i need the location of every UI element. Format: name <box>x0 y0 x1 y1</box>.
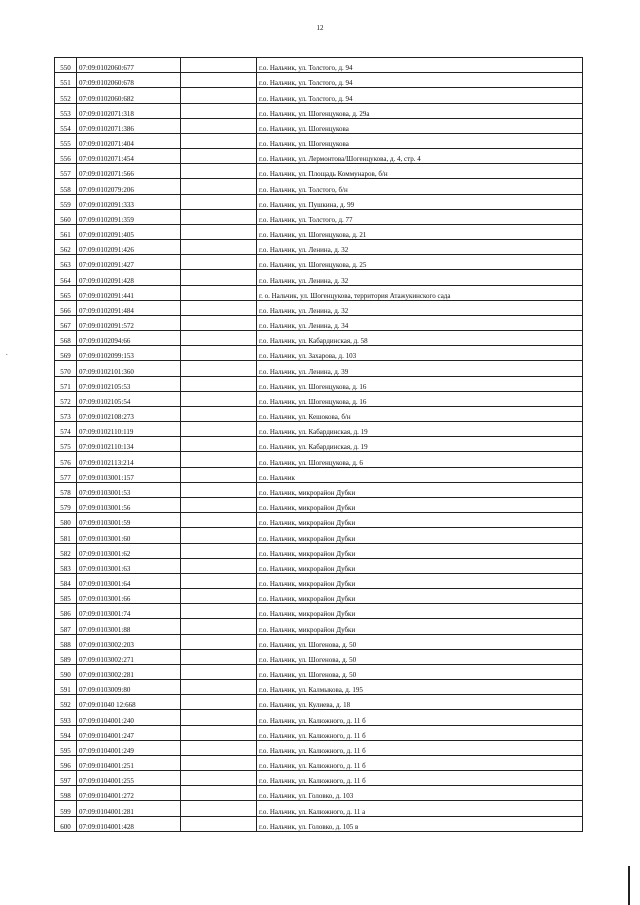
table-row <box>55 133 583 148</box>
row-number-cell: 578 <box>55 482 77 497</box>
cadastral-number-cell: 07:09:0103001:157 <box>77 467 181 482</box>
row-number-cell: 564 <box>55 270 77 285</box>
address-cell: г.о. Нальчик, микрорайон Дубки <box>257 589 583 604</box>
address-cell: г.о. Нальчик, ул. Шогенцукова, д. 16 <box>257 376 583 391</box>
cadastral-number-cell: 07:09:0103001:88 <box>77 619 181 634</box>
empty-cell <box>181 634 257 649</box>
row-number-cell: 598 <box>55 786 77 801</box>
table-row <box>55 73 583 88</box>
empty-cell <box>181 649 257 664</box>
table-row <box>55 755 583 770</box>
cadastral-number-cell: 07:09:0102071:566 <box>77 164 181 179</box>
cadastral-number-cell: 07:09:0103001:74 <box>77 604 181 619</box>
cadastral-number-cell: 07:09:0102091:428 <box>77 270 181 285</box>
table-row <box>55 695 583 710</box>
cadastral-number-cell: 07:09:0104001:251 <box>77 755 181 770</box>
cadastral-number-cell: 07:09:0103001:62 <box>77 543 181 558</box>
table-row <box>55 725 583 740</box>
address-cell: г.о. Нальчик, ул. Калюжного, д. 11 б <box>257 710 583 725</box>
address-cell: г.о. Нальчик, ул. Калюжного, д. 11 б <box>257 755 583 770</box>
table-row <box>55 270 583 285</box>
row-number-cell: 565 <box>55 285 77 300</box>
empty-cell <box>181 133 257 148</box>
row-number-cell: 589 <box>55 649 77 664</box>
address-cell: г.о. Нальчик, ул. Калюжного, д. 11 б <box>257 771 583 786</box>
cadastral-number-cell: 07:09:0102071:318 <box>77 103 181 118</box>
address-cell: г.о. Нальчик, ул. Ленина, д. 39 <box>257 361 583 376</box>
cadastral-number-cell: 07:09:0104001:281 <box>77 801 181 816</box>
table-row <box>55 543 583 558</box>
table-row <box>55 346 583 361</box>
table-row <box>55 240 583 255</box>
empty-cell <box>181 361 257 376</box>
address-cell: г.о. Нальчик, ул. Калюжного, д. 11 б <box>257 740 583 755</box>
address-cell: г.о. Нальчик, ул. Калмыкова, д. 195 <box>257 680 583 695</box>
empty-cell <box>181 604 257 619</box>
table-row <box>55 619 583 634</box>
empty-cell <box>181 270 257 285</box>
address-cell: г.о. Нальчик, ул. Шогенова, д. 50 <box>257 649 583 664</box>
empty-cell <box>181 376 257 391</box>
table-row <box>55 164 583 179</box>
empty-cell <box>181 179 257 194</box>
table-row <box>55 467 583 482</box>
empty-cell <box>181 300 257 315</box>
address-cell: г.о. Нальчик, ул. Шогенцукова <box>257 118 583 133</box>
cadastral-number-cell: 07:09:0102091:426 <box>77 240 181 255</box>
address-cell: г.о. Нальчик, ул. Толстого, д. 94 <box>257 58 583 73</box>
row-number-cell: 574 <box>55 422 77 437</box>
cadastral-number-cell: 07:09:0103001:63 <box>77 558 181 573</box>
cadastral-number-cell: 07:09:0102105:54 <box>77 391 181 406</box>
cadastral-number-cell: 07:09:0103001:59 <box>77 513 181 528</box>
address-cell: г.о. Нальчик, ул. Ленина, д. 32 <box>257 240 583 255</box>
empty-cell <box>181 619 257 634</box>
address-cell: г.о. Нальчик, микрорайон Дубки <box>257 528 583 543</box>
empty-cell <box>181 285 257 300</box>
cadastral-number-cell: 07:09:0102099:153 <box>77 346 181 361</box>
address-cell: г.о. Нальчик, ул. Кабардинская, д. 19 <box>257 437 583 452</box>
table-row <box>55 664 583 679</box>
cadastral-number-cell: 07:09:0103009:80 <box>77 680 181 695</box>
cadastral-number-cell: 07:09:0102060:677 <box>77 58 181 73</box>
row-number-cell: 566 <box>55 300 77 315</box>
empty-cell <box>181 194 257 209</box>
row-number-cell: 585 <box>55 589 77 604</box>
cadastral-number-cell: 07:09:0102091:441 <box>77 285 181 300</box>
row-number-cell: 553 <box>55 103 77 118</box>
empty-cell <box>181 209 257 224</box>
address-cell: г.о. Нальчик, ул. Шогенова, д. 50 <box>257 634 583 649</box>
empty-cell <box>181 149 257 164</box>
table-row <box>55 300 583 315</box>
empty-cell <box>181 240 257 255</box>
address-cell: г.о. Нальчик, ул. Кабардинская, д. 19 <box>257 422 583 437</box>
cadastral-number-cell: 07:09:0102071:404 <box>77 133 181 148</box>
cadastral-number-cell: 07:09:0103001:60 <box>77 528 181 543</box>
row-number-cell: 572 <box>55 391 77 406</box>
row-number-cell: 558 <box>55 179 77 194</box>
address-cell: г.о. Нальчик, микрорайон Дубки <box>257 497 583 512</box>
row-number-cell: 597 <box>55 771 77 786</box>
empty-cell <box>181 467 257 482</box>
empty-cell <box>181 103 257 118</box>
row-number-cell: 562 <box>55 240 77 255</box>
empty-cell <box>181 786 257 801</box>
address-cell: г.о. Нальчик, ул. Головко, д. 103 <box>257 786 583 801</box>
row-number-cell: 569 <box>55 346 77 361</box>
cadastral-number-cell: 07:09:0102110:134 <box>77 437 181 452</box>
table-row <box>55 740 583 755</box>
empty-cell <box>181 58 257 73</box>
address-cell: г. о. Нальчик, ул. Шогенцукова, территория Атажукинского сада <box>257 285 583 300</box>
table-row <box>55 179 583 194</box>
row-number-cell: 587 <box>55 619 77 634</box>
row-number-cell: 551 <box>55 73 77 88</box>
empty-cell <box>181 315 257 330</box>
address-cell: г.о. Нальчик, микрорайон Дубки <box>257 543 583 558</box>
cadastral-number-cell: 07:09:0103002:281 <box>77 664 181 679</box>
address-cell: г.о. Нальчик, ул. Захарова, д. 103 <box>257 346 583 361</box>
cadastral-number-cell: 07:09:0102091:427 <box>77 255 181 270</box>
address-cell: г.о. Нальчик, ул. Шогенцукова, д. 6 <box>257 452 583 467</box>
address-cell: г.о. Нальчик, ул. Лермонтова/Шогенцукова, д. 4, стр. 4 <box>257 149 583 164</box>
cadastral-number-cell: 07:09:0104001:255 <box>77 771 181 786</box>
cadastral-number-cell: 07:09:0102071:454 <box>77 149 181 164</box>
row-number-cell: 552 <box>55 88 77 103</box>
row-number-cell: 573 <box>55 406 77 421</box>
cadastral-number-cell: 07:09:0102060:678 <box>77 73 181 88</box>
table-row <box>55 255 583 270</box>
page-number: 12 <box>316 24 324 32</box>
cadastral-number-cell: 07:09:0102113:214 <box>77 452 181 467</box>
address-cell: г.о. Нальчик, ул. Головко, д. 105 в <box>257 816 583 831</box>
row-number-cell: 556 <box>55 149 77 164</box>
page-edge-bar <box>628 866 630 905</box>
row-number-cell: 592 <box>55 695 77 710</box>
address-cell: г.о. Нальчик <box>257 467 583 482</box>
row-number-cell: 591 <box>55 680 77 695</box>
address-cell: г.о. Нальчик, ул. Шогенцукова, д. 21 <box>257 224 583 239</box>
row-number-cell: 554 <box>55 118 77 133</box>
empty-cell <box>181 543 257 558</box>
cadastral-number-cell: 07:09:0102108:273 <box>77 406 181 421</box>
address-cell: г.о. Нальчик, ул. Калюжного, д. 11 б <box>257 725 583 740</box>
table-row <box>55 194 583 209</box>
cadastral-number-cell: 07:09:0103001:66 <box>77 589 181 604</box>
cadastral-number-cell: 07:09:0104001:428 <box>77 816 181 831</box>
empty-cell <box>181 391 257 406</box>
empty-cell <box>181 255 257 270</box>
empty-cell <box>181 816 257 831</box>
table-row <box>55 634 583 649</box>
address-cell: г.о. Нальчик, ул. Толстого, д. 77 <box>257 209 583 224</box>
empty-cell <box>181 725 257 740</box>
table-row <box>55 209 583 224</box>
cadastral-number-cell: 07:09:0102110:119 <box>77 422 181 437</box>
row-number-cell: 567 <box>55 315 77 330</box>
address-cell: г.о. Нальчик, ул. Калюжного, д. 11 а <box>257 801 583 816</box>
empty-cell <box>181 482 257 497</box>
address-cell: г.о. Нальчик, ул. Площадь Коммунаров, б/н <box>257 164 583 179</box>
row-number-cell: 555 <box>55 133 77 148</box>
table-row <box>55 361 583 376</box>
row-number-cell: 583 <box>55 558 77 573</box>
row-number-cell: 596 <box>55 755 77 770</box>
cadastral-number-cell: 07:09:0103001:64 <box>77 573 181 588</box>
empty-cell <box>181 528 257 543</box>
cadastral-number-cell: 07:09:0102091:333 <box>77 194 181 209</box>
cadastral-number-cell: 07:09:0104001:272 <box>77 786 181 801</box>
table-row <box>55 589 583 604</box>
cadastral-number-cell: 07:09:0102105:53 <box>77 376 181 391</box>
table-row <box>55 558 583 573</box>
empty-cell <box>181 118 257 133</box>
empty-cell <box>181 346 257 361</box>
table-row <box>55 452 583 467</box>
address-cell: г.о. Нальчик, микрорайон Дубки <box>257 482 583 497</box>
row-number-cell: 575 <box>55 437 77 452</box>
empty-cell <box>181 88 257 103</box>
empty-cell <box>181 680 257 695</box>
cadastral-number-cell: 07:09:0103001:53 <box>77 482 181 497</box>
address-cell: г.о. Нальчик, микрорайон Дубки <box>257 558 583 573</box>
table-row <box>55 573 583 588</box>
row-number-cell: 577 <box>55 467 77 482</box>
empty-cell <box>181 664 257 679</box>
row-number-cell: 579 <box>55 497 77 512</box>
table-row <box>55 528 583 543</box>
row-number-cell: 590 <box>55 664 77 679</box>
table-row <box>55 816 583 831</box>
address-cell: г.о. Нальчик, микрорайон Дубки <box>257 573 583 588</box>
table-row <box>55 771 583 786</box>
empty-cell <box>181 406 257 421</box>
table-row <box>55 103 583 118</box>
address-cell: г.о. Нальчик, микрорайон Дубки <box>257 604 583 619</box>
empty-cell <box>181 497 257 512</box>
table-row <box>55 376 583 391</box>
table-row <box>55 680 583 695</box>
address-cell: г.о. Нальчик, ул. Ленина, д. 32 <box>257 300 583 315</box>
registry-table <box>54 57 583 832</box>
address-cell: г.о. Нальчик, ул. Пушкина, д. 99 <box>257 194 583 209</box>
table-row <box>55 224 583 239</box>
empty-cell <box>181 73 257 88</box>
empty-cell <box>181 452 257 467</box>
cadastral-number-cell: 07:09:0102094:66 <box>77 331 181 346</box>
cadastral-number-cell: 07:09:0103002:271 <box>77 649 181 664</box>
cadastral-number-cell: 07:09:01040 12:668 <box>77 695 181 710</box>
table-row <box>55 391 583 406</box>
table-row <box>55 497 583 512</box>
empty-cell <box>181 513 257 528</box>
table-row <box>55 315 583 330</box>
row-number-cell: 550 <box>55 58 77 73</box>
table-row <box>55 710 583 725</box>
address-cell: г.о. Нальчик, ул. Толстого, д. 94 <box>257 88 583 103</box>
address-cell: г.о. Нальчик, ул. Кулиева, д. 18 <box>257 695 583 710</box>
row-number-cell: 600 <box>55 816 77 831</box>
row-number-cell: 559 <box>55 194 77 209</box>
row-number-cell: 576 <box>55 452 77 467</box>
row-number-cell: 581 <box>55 528 77 543</box>
row-number-cell: 563 <box>55 255 77 270</box>
address-cell: г.о. Нальчик, ул. Шогенцукова <box>257 133 583 148</box>
cadastral-number-cell: 07:09:0104001:247 <box>77 725 181 740</box>
row-number-cell: 594 <box>55 725 77 740</box>
empty-cell <box>181 558 257 573</box>
cadastral-number-cell: 07:09:0102101:360 <box>77 361 181 376</box>
cadastral-number-cell: 07:09:0104001:240 <box>77 710 181 725</box>
row-number-cell: 584 <box>55 573 77 588</box>
row-number-cell: 557 <box>55 164 77 179</box>
address-cell: г.о. Нальчик, микрорайон Дубки <box>257 513 583 528</box>
address-cell: г.о. Нальчик, ул. Шогенова, д. 50 <box>257 664 583 679</box>
margin-mark: . <box>6 349 8 357</box>
cadastral-number-cell: 07:09:0102079:206 <box>77 179 181 194</box>
table-row <box>55 786 583 801</box>
address-cell: г.о. Нальчик, ул. Шогенцукова, д. 29а <box>257 103 583 118</box>
row-number-cell: 571 <box>55 376 77 391</box>
row-number-cell: 582 <box>55 543 77 558</box>
row-number-cell: 595 <box>55 740 77 755</box>
empty-cell <box>181 224 257 239</box>
table-row <box>55 118 583 133</box>
address-cell: г.о. Нальчик, ул. Шогенцукова, д. 25 <box>257 255 583 270</box>
row-number-cell: 568 <box>55 331 77 346</box>
empty-cell <box>181 695 257 710</box>
table-row <box>55 406 583 421</box>
address-cell: г.о. Нальчик, ул. Шогенцукова, д. 16 <box>257 391 583 406</box>
row-number-cell: 561 <box>55 224 77 239</box>
table-row <box>55 437 583 452</box>
table-row <box>55 482 583 497</box>
table-row <box>55 513 583 528</box>
address-cell: г.о. Нальчик, ул. Кабардинская, д. 58 <box>257 331 583 346</box>
cadastral-number-cell: 07:09:0104001:249 <box>77 740 181 755</box>
empty-cell <box>181 573 257 588</box>
row-number-cell: 588 <box>55 634 77 649</box>
table-row <box>55 285 583 300</box>
row-number-cell: 570 <box>55 361 77 376</box>
empty-cell <box>181 801 257 816</box>
cadastral-number-cell: 07:09:0102060:682 <box>77 88 181 103</box>
table-row <box>55 604 583 619</box>
empty-cell <box>181 331 257 346</box>
empty-cell <box>181 422 257 437</box>
row-number-cell: 599 <box>55 801 77 816</box>
cadastral-number-cell: 07:09:0102091:405 <box>77 224 181 239</box>
cadastral-number-cell: 07:09:0102091:359 <box>77 209 181 224</box>
address-cell: г.о. Нальчик, ул. Ленина, д. 34 <box>257 315 583 330</box>
empty-cell <box>181 437 257 452</box>
empty-cell <box>181 710 257 725</box>
row-number-cell: 580 <box>55 513 77 528</box>
address-cell: г.о. Нальчик, ул. Кешокова, б/н <box>257 406 583 421</box>
cadastral-number-cell: 07:09:0103002:203 <box>77 634 181 649</box>
table-row <box>55 801 583 816</box>
table-row <box>55 149 583 164</box>
cadastral-number-cell: 07:09:0102071:386 <box>77 118 181 133</box>
table-row <box>55 331 583 346</box>
table-row <box>55 88 583 103</box>
cadastral-number-cell: 07:09:0102091:572 <box>77 315 181 330</box>
address-cell: г.о. Нальчик, ул. Толстого, б/н <box>257 179 583 194</box>
address-cell: г.о. Нальчик, ул. Толстого, д. 94 <box>257 73 583 88</box>
empty-cell <box>181 740 257 755</box>
row-number-cell: 593 <box>55 710 77 725</box>
empty-cell <box>181 771 257 786</box>
empty-cell <box>181 755 257 770</box>
empty-cell <box>181 589 257 604</box>
cadastral-number-cell: 07:09:0103001:56 <box>77 497 181 512</box>
table-row <box>55 649 583 664</box>
row-number-cell: 560 <box>55 209 77 224</box>
table-row <box>55 58 583 73</box>
registry-table-body <box>55 58 583 832</box>
address-cell: г.о. Нальчик, ул. Ленина, д. 32 <box>257 270 583 285</box>
empty-cell <box>181 164 257 179</box>
cadastral-number-cell: 07:09:0102091:484 <box>77 300 181 315</box>
table-row <box>55 422 583 437</box>
row-number-cell: 586 <box>55 604 77 619</box>
address-cell: г.о. Нальчик, микрорайон Дубки <box>257 619 583 634</box>
